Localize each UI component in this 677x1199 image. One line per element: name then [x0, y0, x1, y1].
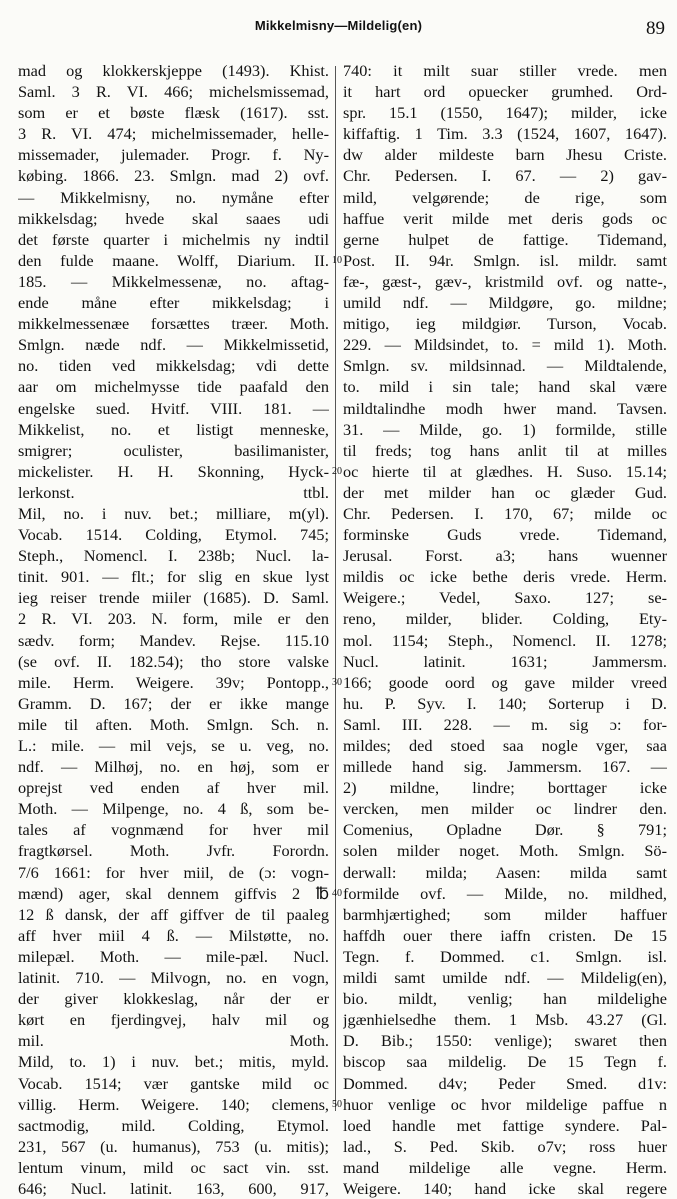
text-line: huor venlige oc hvor mildelige paffue n [343, 1094, 667, 1114]
text-line: D. Bib.; 1550: venlige); swaret then [343, 1031, 667, 1051]
text-line: mildes; ded stoed saa nogle vger, saa [343, 736, 667, 755]
text-line: 229. — Mildsindet, to. = mild 1). Moth. [343, 335, 667, 355]
text-line: ieg reiser trende miiler (1685). D. Saml. [18, 588, 329, 608]
text-line: Moth. — Milpenge, no. 4 ß, som be- [18, 799, 329, 819]
text-line: 740: it milt suar stiller vrede. men [343, 61, 667, 80]
text-line: som er et bøste flæsk (1617). sst. [18, 103, 329, 123]
text-line: 185. — Mikkelmessenæ, no. aftag- [18, 271, 329, 291]
text-line: sædv. form; Mandev. Rejse. 115.10 [18, 630, 329, 650]
text-line: der giver klokkeslag, når der er [18, 989, 329, 1009]
text-line: lad., S. Ped. Skib. o7v; ross huer [343, 1136, 667, 1156]
text-line: jgænhielsedhe them. 1 Msb. 43.27 (Gl. [343, 1010, 667, 1030]
text-line: mol. 1154; Steph., Nomencl. II. 1278; [343, 630, 667, 650]
text-line: latinit. 710. — Milvogn, no. en vogn, [18, 968, 329, 988]
text-line: it hart ord opuecker grumhed. Ord- [343, 82, 667, 102]
left-column [18, 60, 329, 1199]
text-line: fæ-, gæst-, gæv-, kristmild ovf. og natte-, [343, 271, 667, 291]
text-line: 166; goode oord og gave milder vreed [343, 672, 667, 692]
text-line: mand mildelige alle vegne. Herm. [343, 1157, 667, 1177]
text-line: 3 R. VI. 474; michelmissemader, helle- [18, 124, 329, 144]
text-line: millede hand sig. Jammersm. 167. — [343, 757, 667, 777]
text-line: mad og klokkerskjeppe (1493). Khist. [18, 61, 329, 80]
text-line: derwall: milda; Aasen: milda samt [343, 862, 667, 882]
margin-line-number: 20 [332, 465, 342, 477]
text-line: købing. 1866. 23. Smlgn. mad 2) ovf. [18, 166, 329, 186]
text-line: vercken, men milder oc lindrer den. [343, 799, 667, 819]
page-number: 89 [646, 18, 665, 39]
text-line: tinit. 901. — flt.; for slig en skue lyst [18, 567, 329, 587]
right-column [343, 60, 667, 1199]
text-line: mil. Moth. [18, 1031, 329, 1051]
text-line: barmhjærtighed; som milder haffuer [343, 904, 667, 924]
text-line: kiffaftig. 1 Tim. 3.3 (1524, 1607, 1647). [343, 124, 667, 144]
text-line: Gramm. D. 167; der er ikke mange [18, 693, 329, 713]
text-line: villig. Herm. Weigere. 140; clemens, [18, 1094, 329, 1114]
margin-line-number: 30 [332, 676, 342, 688]
page-header [0, 8, 677, 44]
text-line: Tegn. f. Dommed. c1. Smlgn. isl. [343, 946, 667, 966]
text-line: spr. 15.1 (1550, 1647); milder, icke [343, 103, 667, 123]
text-line: mildi samt umilde ndf. — Mildelig(en), [343, 968, 667, 988]
text-line: Chr. Pedersen. I. 67. — 2) gav- [343, 166, 667, 186]
text-line: Steph., Nomencl. I. 238b; Nucl. la- [18, 546, 329, 566]
text-line: dw alder mildeste barn Jhesu Criste. [343, 145, 667, 165]
text-line: tales af vognmænd for hver mil [18, 820, 329, 840]
text-line: L.: mile. — mil vejs, se u. veg, no. [18, 736, 329, 755]
text-line: umild ndf. — Mildgøre, go. mildne; [343, 293, 667, 313]
text-line: Mikkelist, no. et listigt menneske, [18, 419, 329, 439]
text-line: Nucl. latinit. 1631; Jammersm. [343, 651, 667, 671]
text-line: reno, milder, blider. Colding, Ety- [343, 609, 667, 629]
text-line: — Mikkelmisny, no. nymåne efter [18, 187, 329, 207]
text-line: hu. P. Syv. I. 140; Sorterup i D. [343, 693, 667, 713]
text-line: gerne hulpet de fattige. Tidemand, [343, 229, 667, 249]
text-line: lentum vinum, mild oc sact vin. sst. [18, 1157, 329, 1177]
text-line: biscop saa mildelig. De 15 Tegn f. [343, 1052, 667, 1072]
text-line: haffue verit milde met deris gods oc [343, 208, 667, 228]
text-line: Vocab. 1514. Colding, Etymol. 745; [18, 525, 329, 545]
text-line: ende måne efter mikkelsdag; i [18, 293, 329, 313]
text-line: Vocab. 1514; vær gantske mild oc [18, 1073, 329, 1093]
text-line: 31. — Milde, go. 1) formilde, stille [343, 419, 667, 439]
text-line: Smlgn. sv. mildsinnad. — Mildtalende, [343, 356, 667, 376]
text-line: to. mild i sin tale; hand skal være [343, 377, 667, 397]
text-line: sactmodig, mild. Colding, Etymol. [18, 1115, 329, 1135]
text-line: engelske sued. Hvitf. VIII. 181. — [18, 398, 329, 418]
text-line: Saml. III. 228. — m. sig ɔ: for- [343, 714, 667, 734]
text-line: 646; Nucl. latinit. 163, 600, 917, [18, 1178, 329, 1198]
text-line: Weigere. 140; hand icke skal regere [343, 1178, 667, 1198]
text-line: Saml. 3 R. VI. 466; michelsmissemad, [18, 82, 329, 102]
text-line: Dommed. d4v; Peder Smed. d1v: [343, 1073, 667, 1093]
text-line: Mild, to. 1) i nuv. bet.; mitis, myld. [18, 1052, 329, 1072]
text-line: Mil, no. i nuv. bet.; milliare, m(yl). [18, 503, 329, 523]
text-line: Comenius, Opladne Dør. § 791; [343, 820, 667, 840]
text-line: lerkonst. ttbl. [18, 482, 329, 502]
text-line: til freds; tog hans anlit til at milles [343, 440, 667, 460]
text-line: formilde ovf. — Milde, no. mildhed, [343, 883, 667, 903]
text-line: ndf. — Milhøj, no. en høj, som er [18, 757, 329, 777]
text-line: mænd) ager, skal dennem giffvis 2 ℔ [18, 883, 329, 903]
text-line: den fulde maane. Wolff, Diarium. II. [18, 250, 329, 270]
margin-line-number: 50 [332, 1098, 342, 1110]
text-line: no. tiden ved mikkelsdag; vdi dette [18, 356, 329, 376]
text-line: 2) mildne, lindre; borttager icke [343, 778, 667, 798]
text-line: missemader, julemader. Progr. f. Ny- [18, 145, 329, 165]
text-line: mickelister. H. H. Skonning, Hyck- [18, 461, 329, 481]
margin-line-number: 40 [332, 887, 342, 899]
text-line: mild, velgørende; de rige, som [343, 187, 667, 207]
text-line: mildis oc icke bethe deris vrede. Herm. [343, 567, 667, 587]
text-line: 231, 567 (u. humanus), 753 (u. mitis); [18, 1136, 329, 1156]
text-line: Chr. Pedersen. I. 170, 67; milde oc [343, 503, 667, 523]
text-line: bio. mildt, venlig; han mildelighe [343, 989, 667, 1009]
text-line: Jerusal. Forst. a3; hans wuenner [343, 546, 667, 566]
text-line: Smlgn. næde ndf. — Mikkelmissetid, [18, 335, 329, 355]
text-line: aff hver miil 4 ß. — Milstøtte, no. [18, 925, 329, 945]
text-line: 7/6 1661: for hver miil, de (ɔ: vogn- [18, 862, 329, 882]
margin-line-number: 10 [332, 254, 342, 266]
text-line: Post. II. 94r. Smlgn. isl. mildr. samt [343, 250, 667, 270]
text-line: Weigere.; Vedel, Saxo. 127; se- [343, 588, 667, 608]
text-line: (se ovf. II. 182.54); tho store valske [18, 651, 329, 671]
text-line: mildtalindhe modh hwer mand. Tavsen. [343, 398, 667, 418]
text-line: 2 R. VI. 203. N. form, mile er den [18, 609, 329, 629]
text-line: milepæl. Moth. — mile-pæl. Nucl. [18, 946, 329, 966]
text-line: solen milder noget. Moth. Smlgn. Sö- [343, 841, 667, 861]
column-divider [335, 66, 336, 1111]
text-line: oc hierte til at glædhes. H. Suso. 15.14; [343, 461, 667, 481]
text-line: mitigo, ieg mildgiør. Turson, Vocab. [343, 314, 667, 334]
text-line: mikkelmessenæe forsættes træer. Moth. [18, 314, 329, 334]
text-line: forminske Guds vrede. Tidemand, [343, 525, 667, 545]
running-title: Mikkelmisny—Mildelig(en) [254, 18, 423, 33]
text-line: mile til aften. Moth. Smlgn. Sch. n. [18, 714, 329, 734]
text-line: der met milder han oc glæder Gud. [343, 482, 667, 502]
text-line: 12 ß dansk, der aff giffver de til paaleg [18, 904, 329, 924]
text-line: fragtkørsel. Moth. Jvfr. Forordn. [18, 841, 329, 861]
text-line: mile. Herm. Weigere. 39v; Pontopp., [18, 672, 329, 692]
text-line: det første quarter i michelmis ny indtil [18, 229, 329, 249]
text-line: loed handle met fattige syndere. Pal- [343, 1115, 667, 1135]
text-line: mikkelsdag; hvede skal saaes udi [18, 208, 329, 228]
text-line: haffdh ouer there iaffn cristen. De 15 [343, 925, 667, 945]
text-line: kørt en fjerdingvej, halv mil og [18, 1010, 329, 1030]
text-line: aar om michelmysse tide paafald den [18, 377, 329, 397]
text-line: smigrer; oculister, basilimanister, [18, 440, 329, 460]
text-line: oprejst ved enden af hver mil. [18, 778, 329, 798]
